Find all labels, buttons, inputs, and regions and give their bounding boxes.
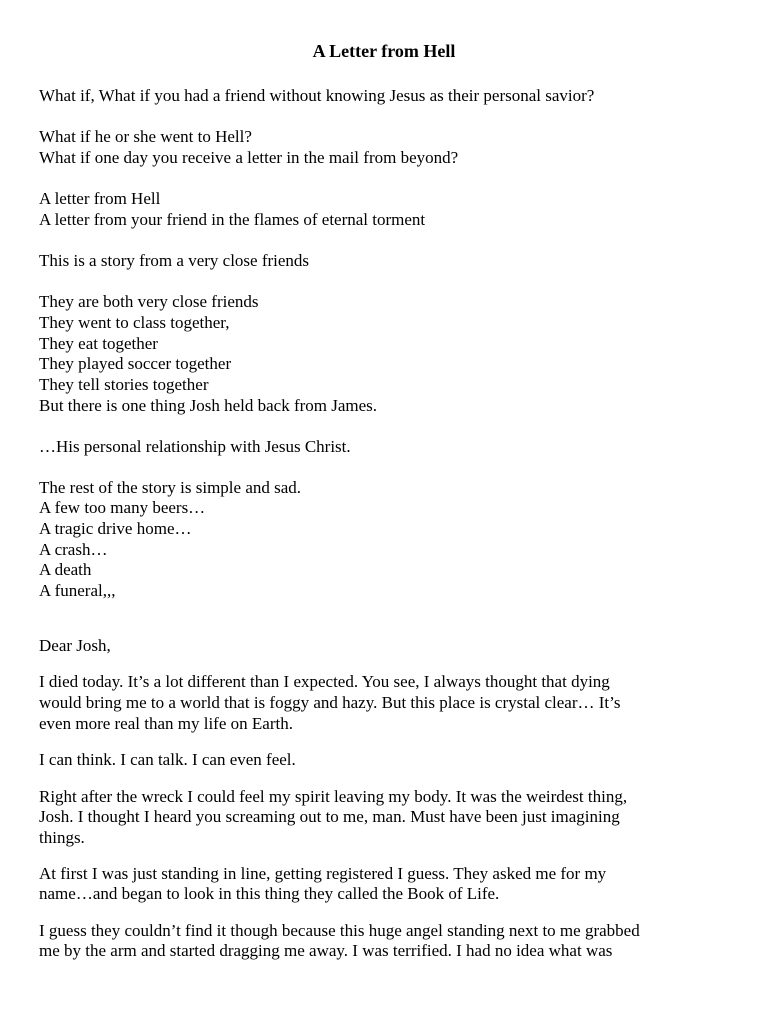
intro-line: What if he or she went to Hell? bbox=[39, 127, 252, 146]
letter-line: even more real than my life on Earth. bbox=[39, 714, 293, 733]
intro-line: But there is one thing Josh held back from James. bbox=[39, 396, 378, 415]
intro-line: A letter from Hell bbox=[39, 189, 161, 208]
intro-line: What if one day you receive a letter in the mail from beyond? bbox=[39, 148, 459, 167]
letter-line: I died today. It’s a lot different than I expected. You see, I always thought that dying bbox=[39, 672, 610, 691]
intro-line: A crash… bbox=[39, 540, 108, 559]
intro-line: A tragic drive home… bbox=[39, 519, 192, 538]
intro-line: The rest of the story is simple and sad. bbox=[39, 478, 302, 497]
intro-line: What if, What if you had a friend without knowing Jesus as their personal savior? bbox=[39, 86, 595, 105]
intro-line: They are both very close friends bbox=[39, 292, 259, 311]
letter-salutation: Dear Josh, bbox=[39, 636, 111, 655]
letter-line: I guess they couldn’t find it though because this huge angel standing next to me grabbed bbox=[39, 921, 640, 940]
letter-line: me by the arm and started dragging me away. I was terrified. I had no idea what was bbox=[39, 941, 613, 960]
letter-line: would bring me to a world that is foggy and hazy. But this place is crystal clear… It’s bbox=[39, 693, 621, 712]
intro-line: They went to class together, bbox=[39, 313, 230, 332]
letter-line: Josh. I thought I heard you screaming out to me, man. Must have been just imagining bbox=[39, 807, 620, 826]
intro-line: …His personal relationship with Jesus Christ. bbox=[39, 437, 351, 456]
intro-line: They played soccer together bbox=[39, 354, 232, 373]
intro-line: This is a story from a very close friends bbox=[39, 251, 310, 270]
intro-line: A funeral,,, bbox=[39, 581, 116, 600]
intro-line: A death bbox=[39, 560, 92, 579]
document-title: A Letter from Hell bbox=[312, 41, 456, 61]
letter-line: name…and began to look in this thing they called the Book of Life. bbox=[39, 884, 500, 903]
intro-line: A letter from your friend in the flames of eternal torment bbox=[39, 210, 426, 229]
letter-line: I can think. I can talk. I can even feel. bbox=[39, 750, 296, 769]
intro-line: They tell stories together bbox=[39, 375, 209, 394]
intro-line: They eat together bbox=[39, 334, 158, 353]
intro-line: A few too many beers… bbox=[39, 498, 206, 517]
letter-line: things. bbox=[39, 828, 85, 847]
letter-line: Right after the wreck I could feel my spirit leaving my body. It was the weirdest thing, bbox=[39, 787, 628, 806]
letter-line: At first I was just standing in line, getting registered I guess. They asked me for my bbox=[39, 864, 607, 883]
